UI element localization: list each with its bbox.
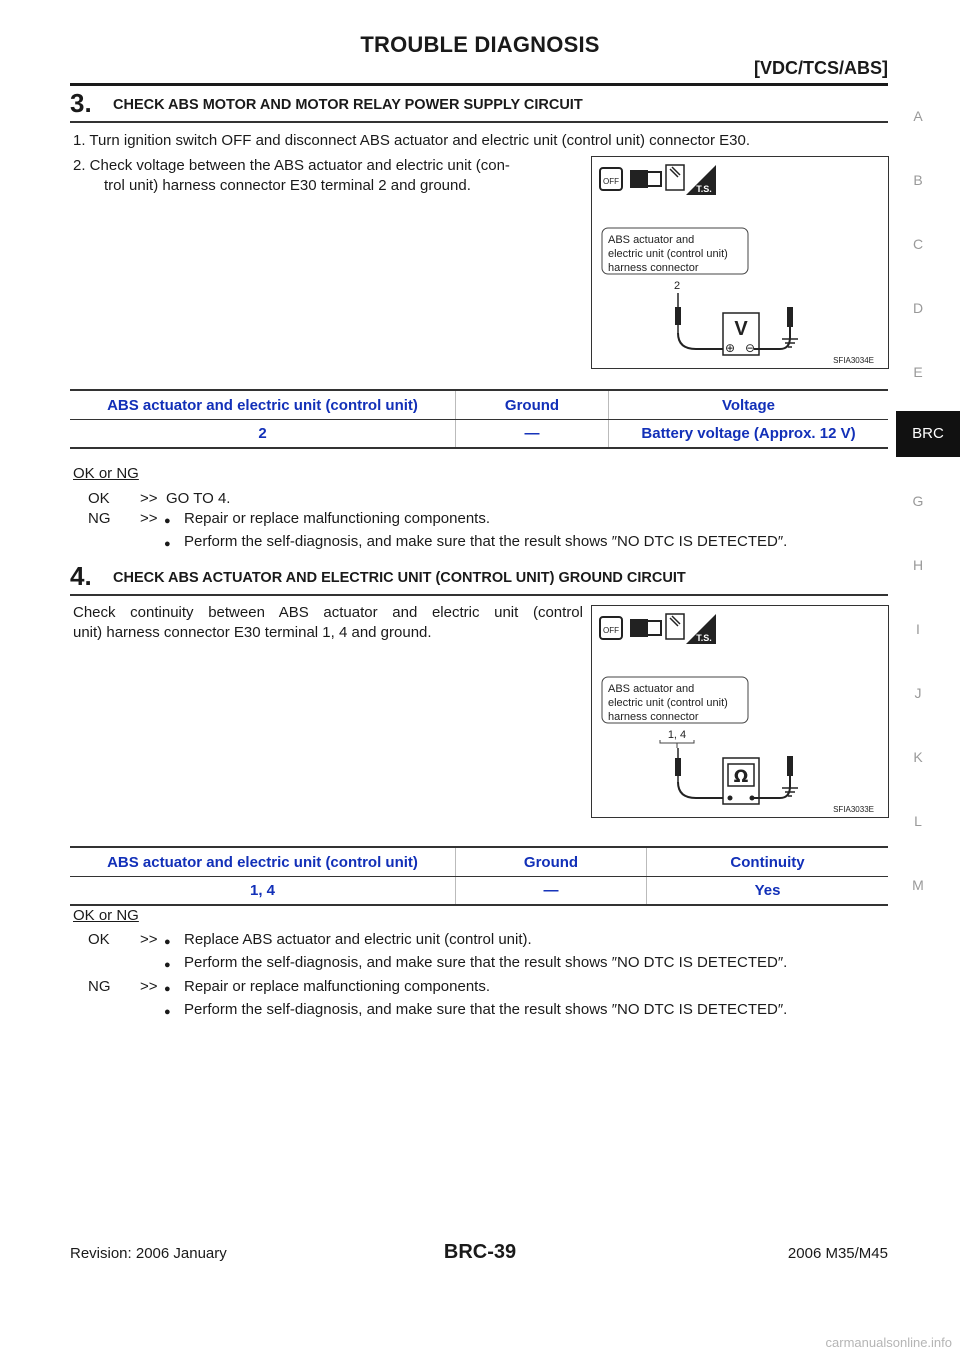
figure-continuity-check xyxy=(591,605,889,818)
key-off-label: OFF xyxy=(603,626,619,635)
minus-terminal: ⊖ xyxy=(744,341,756,355)
meter-terminal-b xyxy=(750,796,755,801)
page-number: BRC-39 xyxy=(443,1241,517,1263)
probe-b xyxy=(787,756,793,776)
table-header-cell: ABS actuator and electric unit (control unit) xyxy=(70,390,456,420)
figure-code: SFIA3033E xyxy=(833,805,874,814)
key-off-label: OFF xyxy=(603,177,619,186)
probe-b xyxy=(787,307,793,327)
bullet-icon: ● xyxy=(164,959,171,971)
section-subtitle: [VDC/TCS/ABS] xyxy=(754,58,888,78)
hand-icon xyxy=(666,165,684,190)
ok-arrow: >> xyxy=(140,490,158,507)
ok-result: GO TO 4. xyxy=(166,490,231,507)
callout-line3: harness connector xyxy=(608,711,699,723)
table-cell: 1, 4 xyxy=(70,877,456,906)
continuity-spec-table xyxy=(70,846,888,906)
callout-line2: electric unit (control unit) xyxy=(608,697,728,709)
ts-label: T.S. xyxy=(696,633,712,643)
ng-bullet-1: Repair or replace malfunctioning components. xyxy=(184,978,490,995)
side-tab-d[interactable]: D xyxy=(912,300,924,316)
table-header-cell: ABS actuator and electric unit (control unit) xyxy=(70,847,456,877)
hand-icon xyxy=(666,614,684,639)
bullet-icon: ● xyxy=(164,538,171,550)
ng-label: NG xyxy=(88,978,111,995)
side-tab-c[interactable]: C xyxy=(912,236,924,252)
figure-voltage-svg xyxy=(592,157,888,368)
ok-bullet-2: Perform the self-diagnosis, and make sure that the result shows ″NO DTC IS DETECTED″. xyxy=(184,954,788,971)
key-off-icon xyxy=(600,617,622,639)
side-tab-i[interactable]: I xyxy=(916,621,920,637)
terminal-bracket xyxy=(660,740,694,748)
callout-line3: harness connector xyxy=(608,262,699,274)
ts-icon xyxy=(686,165,716,195)
wire-a xyxy=(678,333,728,349)
step3-item1: 1. Turn ignition switch OFF and disconnect ABS actuator and electric unit (control unit) connector E30. xyxy=(73,132,751,149)
side-tab-k[interactable]: K xyxy=(913,749,923,765)
ng-bullet-1: Repair or replace malfunctioning components. xyxy=(184,510,490,527)
page-title: TROUBLE DIAGNOSIS xyxy=(360,32,600,57)
meter-terminal-a xyxy=(728,796,733,801)
connector-icon xyxy=(630,170,661,188)
step3-rule xyxy=(70,121,888,123)
side-tab-l[interactable]: L xyxy=(914,813,922,829)
bullet-icon: ● xyxy=(164,1006,171,1018)
side-tab-a[interactable]: A xyxy=(913,108,923,124)
bullet-icon: ● xyxy=(164,515,171,527)
voltage-spec-table xyxy=(70,389,888,449)
voltmeter-symbol: V xyxy=(734,318,748,340)
ground-icon xyxy=(782,776,798,796)
callout-line1: ABS actuator and xyxy=(608,683,695,695)
side-tab-j[interactable]: J xyxy=(914,685,922,701)
table-cell: Yes xyxy=(647,877,889,906)
step4-number: 4. xyxy=(70,561,92,591)
step3-title: CHECK ABS MOTOR AND MOTOR RELAY POWER SUPPLY CIRCUIT xyxy=(113,97,583,113)
plus-terminal: ⊕ xyxy=(724,341,736,355)
step4-para-line1: Check continuity between ABS actuator and electric unit (control xyxy=(73,604,583,621)
ng-arrow: >> xyxy=(140,978,158,995)
figure-voltage-check xyxy=(591,156,889,369)
step3-number: 3. xyxy=(70,88,92,118)
probe-a xyxy=(675,307,681,325)
side-tab-e[interactable]: E xyxy=(913,364,923,380)
ok-arrow: >> xyxy=(140,931,158,948)
header-rule xyxy=(70,83,888,86)
side-tab-brc-active[interactable]: BRC xyxy=(896,411,960,457)
table-cell: — xyxy=(456,420,609,449)
figure-continuity-svg xyxy=(592,606,888,817)
callout-line2: electric unit (control unit) xyxy=(608,248,728,260)
step3-item2-line1: 2. Check voltage between the ABS actuator and electric unit (con- xyxy=(73,157,510,174)
ok-label: OK xyxy=(88,490,110,507)
table-cell: — xyxy=(456,877,647,906)
table-cell: Battery voltage (Approx. 12 V) xyxy=(609,420,889,449)
bullet-icon: ● xyxy=(164,936,171,948)
table-cell: 2 xyxy=(70,420,456,449)
figure-code: SFIA3034E xyxy=(833,356,874,365)
ok-or-ng-heading: OK or NG xyxy=(73,465,139,482)
footer-revision: Revision: 2006 January xyxy=(70,1245,227,1262)
ok-label: OK xyxy=(88,931,110,948)
ohmmeter-symbol: Ω xyxy=(733,767,749,787)
terminal-label: 2 xyxy=(673,280,681,292)
ng-arrow: >> xyxy=(140,510,158,527)
callout-line1: ABS actuator and xyxy=(608,234,695,246)
ng-bullet-2: Perform the self-diagnosis, and make sure that the result shows ″NO DTC IS DETECTED″. xyxy=(184,1001,788,1018)
step4-para-line2: unit) harness connector E30 terminal 1, 4 and ground. xyxy=(73,624,432,641)
ts-icon xyxy=(686,614,716,644)
terminal-label: 1, 4 xyxy=(667,729,687,741)
table-header-cell: Continuity xyxy=(647,847,889,877)
watermark[interactable]: carmanualsonline.info xyxy=(825,1335,952,1350)
table-header-cell: Ground xyxy=(456,390,609,420)
ground-icon xyxy=(782,327,798,347)
side-tab-b[interactable]: B xyxy=(913,172,923,188)
ts-label: T.S. xyxy=(696,184,712,194)
bullet-icon: ● xyxy=(164,983,171,995)
side-tab-m[interactable]: M xyxy=(912,877,924,893)
ok-or-ng-heading: OK or NG xyxy=(73,907,139,924)
table-header-cell: Voltage xyxy=(609,390,889,420)
connector-icon xyxy=(630,619,661,637)
side-tab-h[interactable]: H xyxy=(912,557,924,573)
ng-label: NG xyxy=(88,510,111,527)
ng-bullet-2: Perform the self-diagnosis, and make sure that the result shows ″NO DTC IS DETECTED″. xyxy=(184,533,788,550)
side-tab-g[interactable]: G xyxy=(912,493,924,509)
table-header-cell: Ground xyxy=(456,847,647,877)
probe-a xyxy=(675,758,681,776)
step4-title: CHECK ABS ACTUATOR AND ELECTRIC UNIT (CONTROL UNIT) GROUND CIRCUIT xyxy=(113,570,686,586)
key-off-icon xyxy=(600,168,622,190)
wire-a xyxy=(678,782,728,798)
step4-rule xyxy=(70,594,888,596)
ok-bullet-1: Replace ABS actuator and electric unit (control unit). xyxy=(184,931,532,948)
step3-item2-line2: trol unit) harness connector E30 terminal 2 and ground. xyxy=(104,177,471,194)
footer-model: 2006 M35/M45 xyxy=(787,1245,888,1262)
